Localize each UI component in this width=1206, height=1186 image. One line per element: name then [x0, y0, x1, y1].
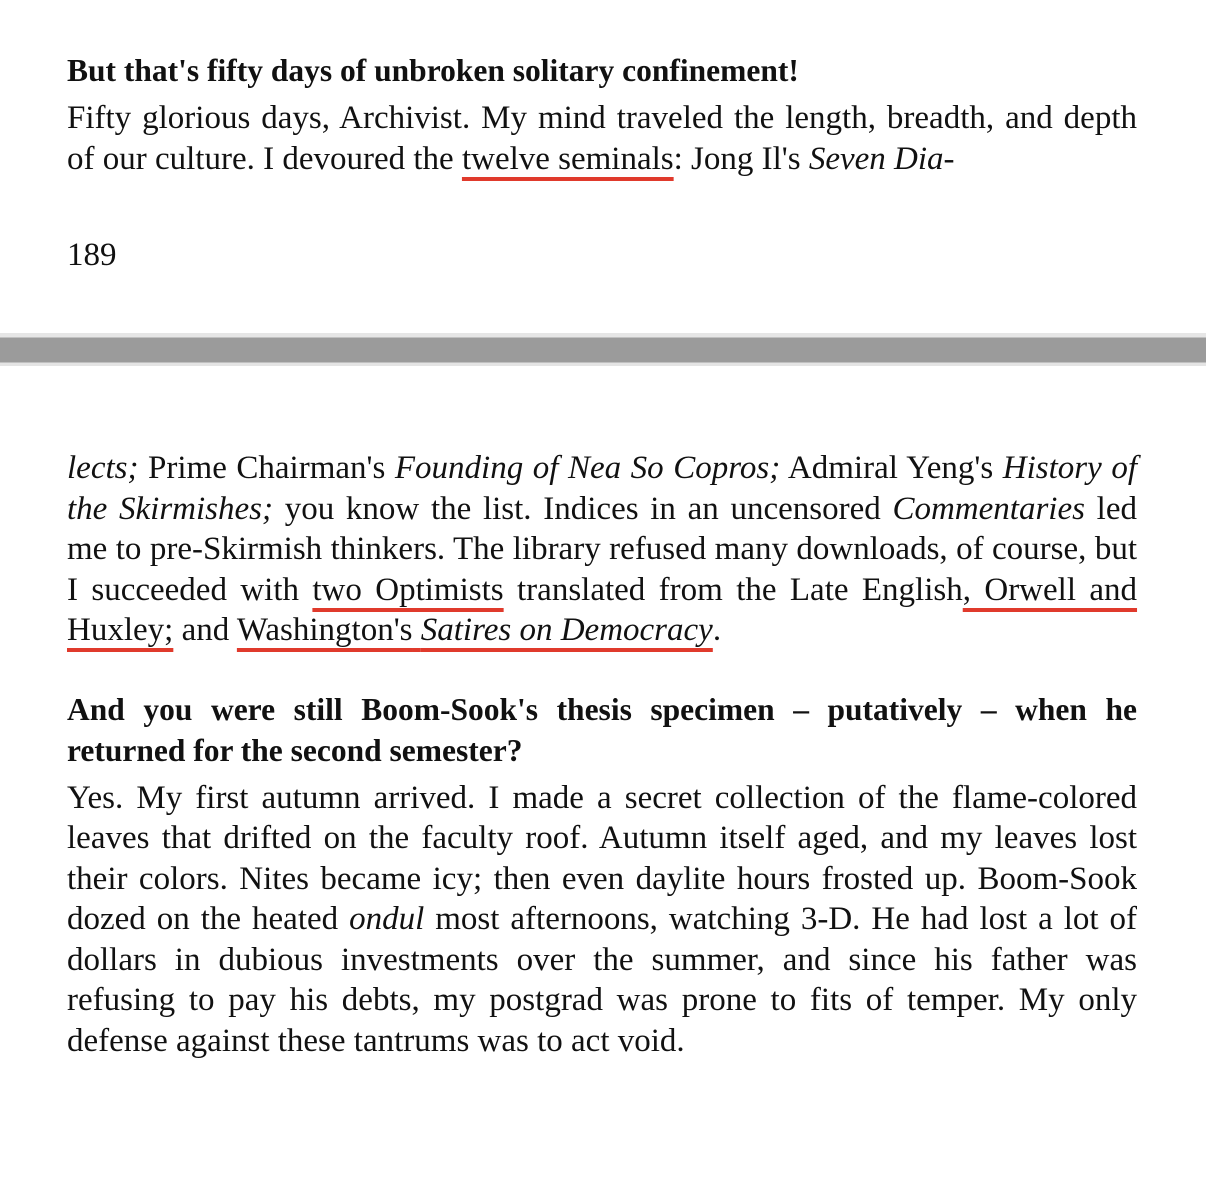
text-translated: translated from the Late English: [503, 571, 963, 608]
answer-2-end: most afternoons, watching 3-D. He had lost a lot of dollars in dubious investments over the summer, and since his father was refusing to pay his debts, my postgrad was prone to fits of temper. My only defense against these tantrums was to act void.: [67, 901, 1138, 1059]
answer-2-start: Yes. My first autumn arrived. I made a secret collection of the flame-colored leaves that drifted on the faculty roof. Autumn itself aged, and my leaves lost their colors. Nites became icy; then even daylite hours frosted up. Boom-Sook dozed on the heated: [67, 779, 1137, 937]
text-washington: Washington's: [236, 612, 413, 648]
book-title-seven-dialects: Seven Dia-: [808, 140, 955, 177]
answer-text-start: Fifty glorious days, Archivist. My mind traveled the length, breadth, and depth of our culture. I devoured the: [67, 100, 1137, 177]
page-number: 189: [67, 237, 117, 273]
book-title-satires: Satires on Democracy: [420, 612, 713, 648]
text-period: .: [712, 612, 722, 648]
text-admiral: Admiral Yeng's: [780, 450, 1003, 486]
highlight-twelve-seminals: twelve seminals: [461, 140, 674, 177]
answer-continued-text: [67, 448, 1137, 651]
question-text: But that's fifty days of unbroken solitary confinement!: [67, 53, 799, 88]
text-led-me: led me to pre-Skirmish thinkers. The library refused many downloads, of course, but I succeeded with: [67, 490, 1137, 608]
highlight-two-optimists: two Optimists: [312, 571, 504, 608]
book-title-founding: Founding of Nea So Copros;: [394, 450, 781, 486]
text-prime-chairman: Prime Chairman's: [138, 450, 395, 486]
book-title-dialects-end: lects;: [67, 450, 139, 486]
answer-colon: : Jong Il's: [673, 140, 801, 177]
text-and: and: [173, 612, 230, 648]
answer-2-text: [67, 778, 1137, 1062]
highlight-washington-satires: [237, 612, 713, 648]
word-ondul: ondul: [349, 901, 425, 937]
book-title-commentaries: Commentaries: [892, 490, 1085, 527]
text-know-list: you know the list. Indices in an uncensored: [273, 490, 893, 527]
page-190: [67, 448, 1137, 1061]
answer-text: [67, 98, 1137, 179]
question-2-text: And you were still Boom-Sook's thesis specimen – putatively – when he returned for the second semester?: [67, 691, 1137, 768]
book-title-history: History of the Skirmishes;: [67, 450, 1137, 527]
highlight-orwell-huxley: , Orwell and Huxley;: [67, 571, 1138, 648]
page-break-divider: [0, 333, 1206, 366]
page-189: [67, 50, 1137, 179]
